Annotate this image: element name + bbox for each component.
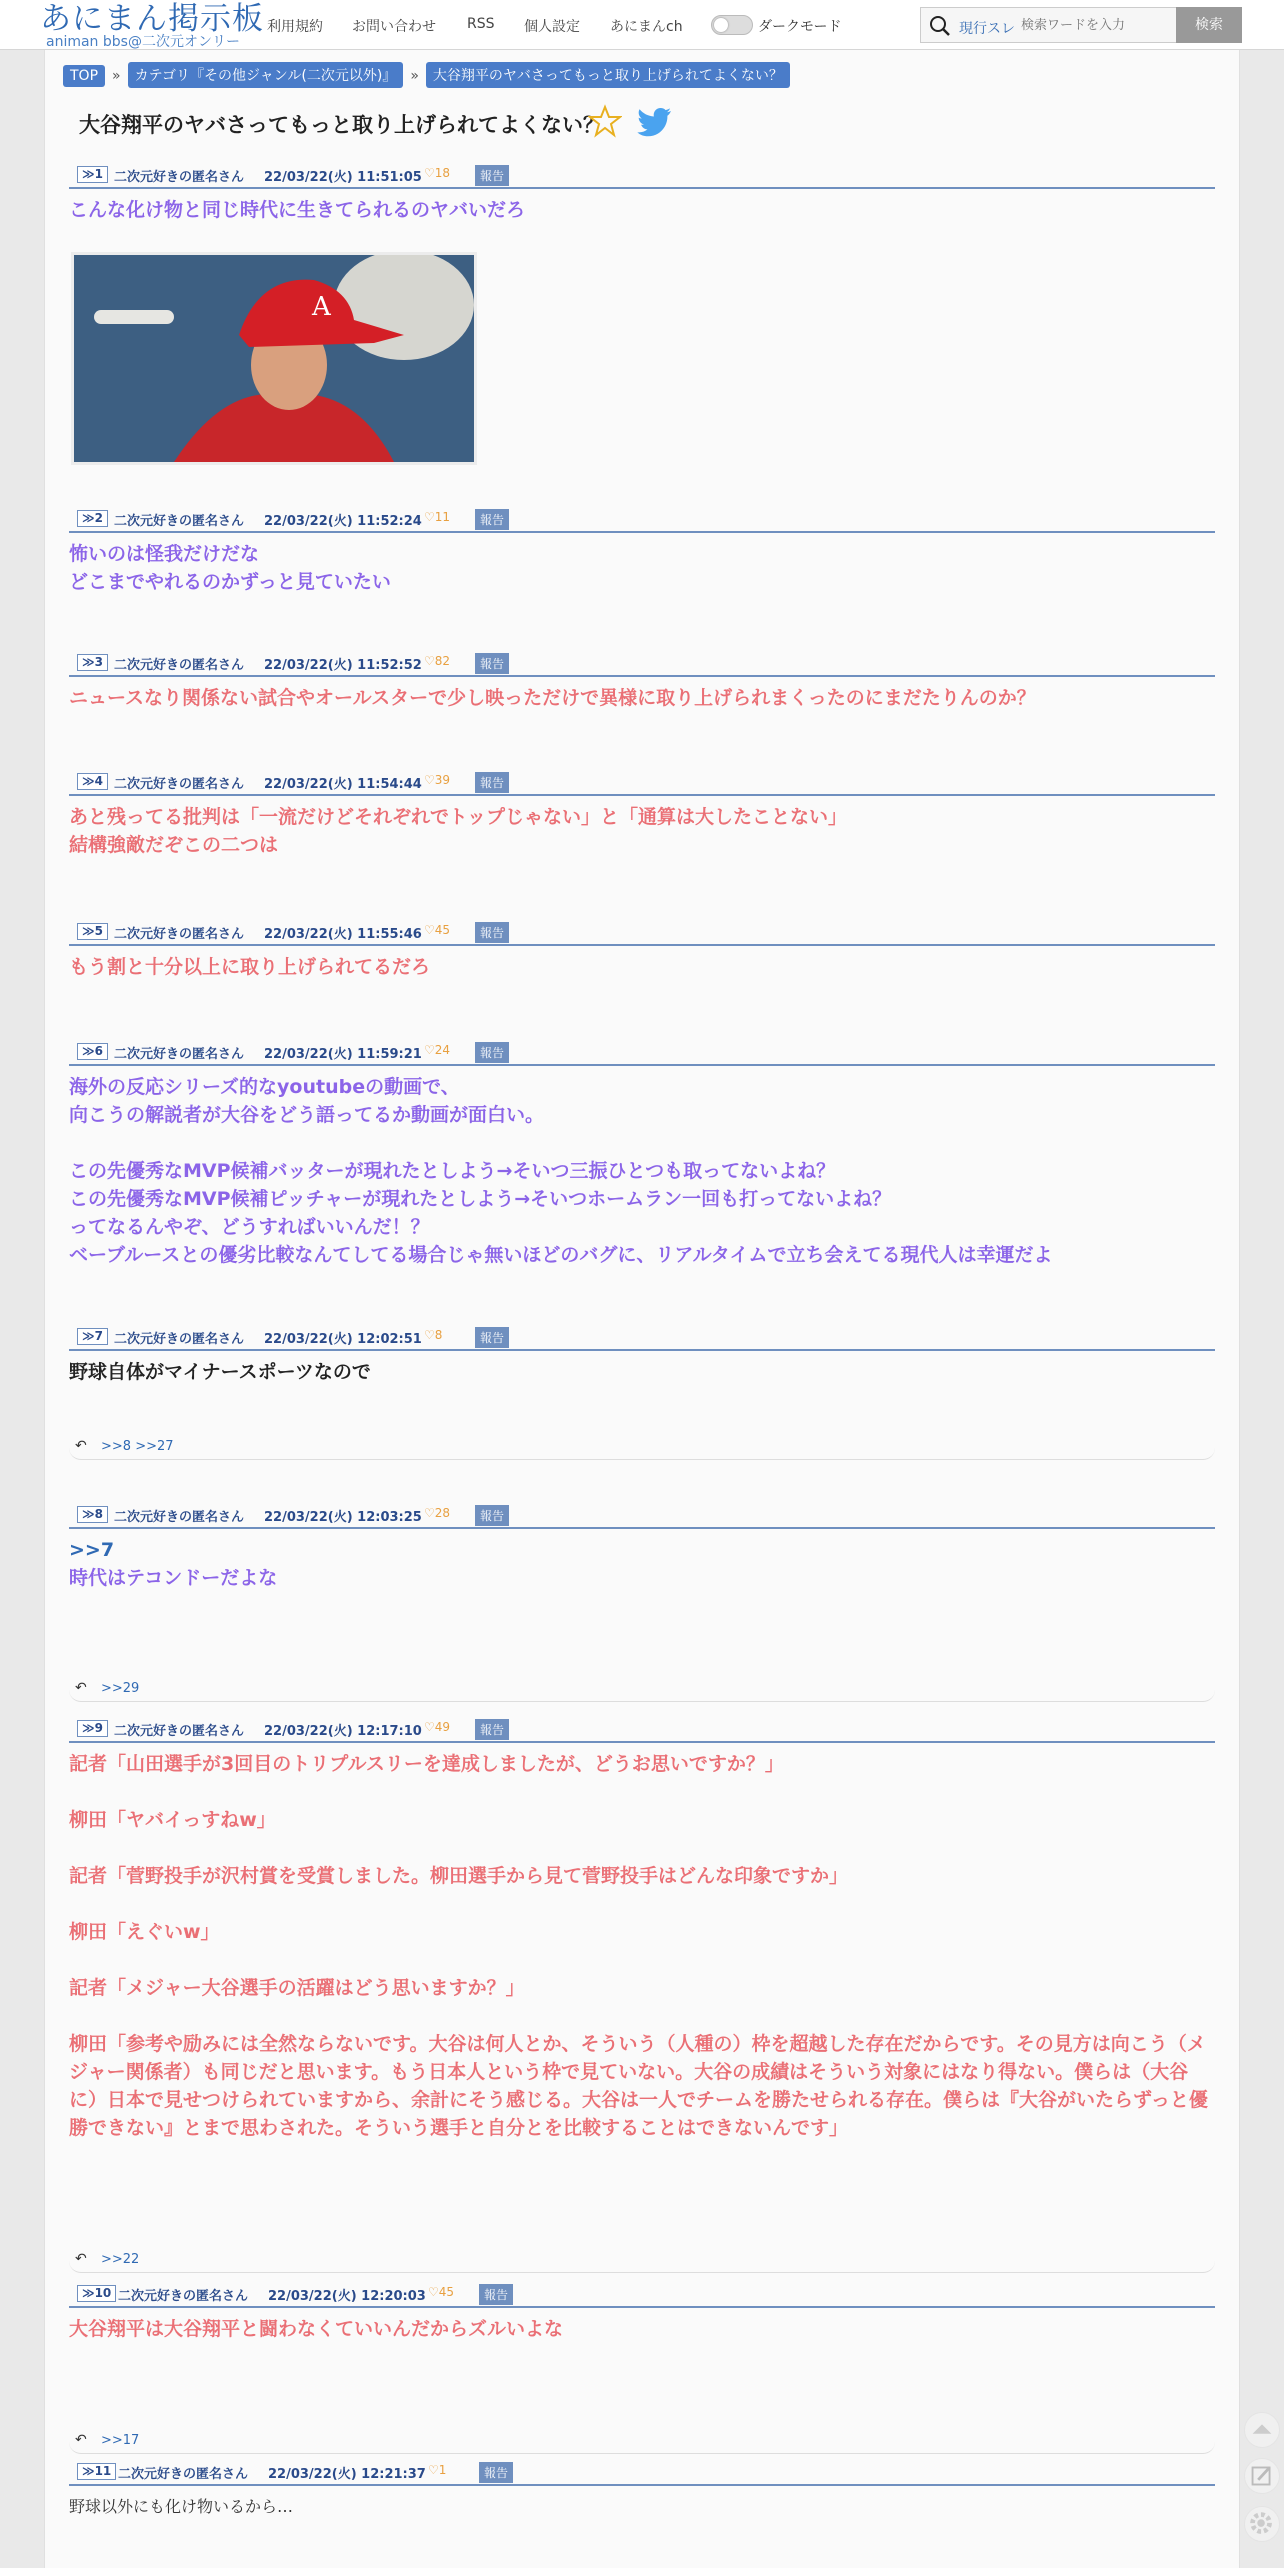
like-button[interactable] — [424, 773, 450, 787]
like-count: 82 — [434, 654, 451, 668]
post-body — [69, 2308, 1215, 2343]
post-number-prefix: ≫ — [82, 167, 95, 181]
post-header — [69, 2460, 1215, 2486]
thread-title: 大谷翔平のヤバさってもっと取り上げられてよくない？ — [79, 113, 604, 137]
reply-bar — [69, 1676, 1215, 1702]
post-number-prefix: ≫ — [82, 1507, 95, 1521]
site-logo[interactable] — [40, 2, 264, 49]
post-text: 大谷翔平は大谷翔平と闘わなくていいんだからズルいよな — [69, 2318, 564, 2340]
report-button[interactable]: 報告 — [479, 2284, 513, 2305]
like-count: 45 — [434, 923, 451, 937]
heart-icon: ♡ — [424, 510, 435, 524]
post-body — [69, 1066, 1215, 1269]
post-date: 22/03/22(火) 12:21:37 — [268, 2467, 426, 2482]
post-body — [69, 677, 1215, 712]
post-author: 二次元好きの匿名さん — [118, 2289, 249, 2304]
report-button[interactable]: 報告 — [475, 1505, 509, 1526]
post-author: 二次元好きの匿名さん — [114, 514, 245, 529]
reply-arrow-icon: ↶ — [75, 1680, 87, 1696]
post-author: 二次元好きの匿名さん — [114, 1332, 245, 1347]
search-input[interactable] — [1021, 12, 1171, 38]
post-header — [69, 2282, 1215, 2308]
post-body — [69, 1743, 1215, 2142]
breadcrumb-category[interactable]: カテゴリ『その他ジャンル(二次元以外)』 — [128, 62, 404, 88]
post-author: 二次元好きの匿名さん — [114, 1510, 245, 1525]
post-number[interactable] — [77, 1506, 108, 1523]
nav-terms[interactable]: 利用規約 — [267, 19, 323, 35]
post-number-value: 6 — [94, 1044, 103, 1058]
nav-settings[interactable]: 個人設定 — [524, 19, 580, 35]
post-number-prefix: ≫ — [82, 1044, 95, 1058]
compose-button[interactable] — [1244, 2458, 1280, 2494]
post-text: もう割と十分以上に取り上げられてるだろ — [69, 956, 431, 978]
post-number-value: 5 — [94, 924, 103, 938]
post-number-value: 7 — [94, 1329, 103, 1343]
reply-bar — [69, 1434, 1215, 1460]
site-header — [0, 0, 1284, 50]
report-button[interactable]: 報告 — [475, 772, 509, 793]
like-count: 49 — [434, 1720, 451, 1734]
like-button[interactable] — [424, 1720, 450, 1734]
report-button[interactable]: 報告 — [475, 165, 509, 186]
heart-icon: ♡ — [424, 1506, 435, 1520]
edit-icon — [1245, 2459, 1279, 2493]
heart-icon: ♡ — [424, 166, 435, 180]
post — [69, 2282, 1215, 2343]
reply-bar — [69, 2247, 1215, 2273]
report-button[interactable]: 報告 — [475, 509, 509, 530]
svg-text:A: A — [312, 292, 331, 322]
reply-links[interactable]: >>17 — [101, 2433, 140, 2448]
post-number[interactable] — [77, 654, 108, 671]
like-count: 11 — [434, 510, 451, 524]
heart-icon: ♡ — [424, 1720, 435, 1734]
post-number-prefix: ≫ — [82, 511, 95, 525]
search-icon — [927, 13, 953, 39]
heart-icon: ♡ — [424, 1043, 435, 1057]
breadcrumb-top[interactable]: TOP — [63, 65, 105, 87]
post-header — [69, 770, 1215, 796]
scroll-top-button[interactable] — [1244, 2412, 1280, 2448]
post — [69, 1503, 1215, 1592]
post-header — [69, 1503, 1215, 1529]
post-number-prefix: ≫ — [82, 655, 95, 669]
post-author: 二次元好きの匿名さん — [114, 170, 245, 185]
like-button[interactable] — [428, 2463, 446, 2477]
post-author: 二次元好きの匿名さん — [114, 1047, 245, 1062]
post-number-prefix: ≫ — [82, 1329, 95, 1343]
post-number[interactable] — [77, 923, 108, 940]
post-number[interactable] — [77, 1720, 108, 1737]
post-number[interactable] — [77, 2463, 116, 2480]
post-author: 二次元好きの匿名さん — [114, 927, 245, 942]
search-box — [920, 7, 1242, 43]
post-number[interactable] — [77, 510, 108, 527]
post-number-value: 1 — [94, 167, 103, 181]
post-header — [69, 163, 1215, 189]
report-button[interactable]: 報告 — [475, 1042, 509, 1063]
post-text: 時代はテコンドーだよな — [69, 1567, 278, 1589]
post-number-value: 2 — [94, 511, 103, 525]
post-number[interactable] — [77, 1328, 108, 1345]
post-date: 22/03/22(火) 11:52:24 — [264, 514, 422, 529]
post-header — [69, 507, 1215, 533]
reply-links[interactable]: >>22 — [101, 2252, 140, 2267]
like-count: 18 — [434, 166, 451, 180]
post-body — [69, 1529, 1215, 1592]
post-number-value: 9 — [94, 1721, 103, 1735]
post — [69, 651, 1215, 712]
post-number-prefix: ≫ — [82, 2464, 95, 2478]
post-number-prefix: ≫ — [82, 2286, 95, 2300]
post-number-value: 11 — [94, 2464, 112, 2478]
search-button[interactable]: 検索 — [1176, 7, 1242, 43]
like-count: 8 — [434, 1328, 443, 1342]
thread-main — [44, 50, 1240, 2568]
heart-icon: ♡ — [424, 923, 435, 937]
dark-mode-label: ダークモード — [758, 19, 842, 35]
post-number-value: 4 — [94, 774, 103, 788]
post-number[interactable] — [77, 166, 108, 183]
post-date: 22/03/22(火) 12:03:25 — [264, 1510, 422, 1525]
like-count: 24 — [434, 1043, 451, 1057]
post — [69, 770, 1215, 859]
like-button[interactable] — [424, 1043, 450, 1057]
post-date: 22/03/22(火) 12:17:10 — [264, 1724, 422, 1739]
post-text: 海外の反応シリーズ的なyoutubeの動画で、 向こうの解説者が大谷をどう語ってるか動画が面白い。 この先優秀なMVP候補バッターが現れたとしよう→そいつ三振ひとつも取ってないよね？ この先優秀なMVP候補ピッチャーが現れたとしよう→そいつホームラン一回も打ってないよね？ ってなるんやぞ、どうすればいいんだ！？ ベーブルースとの優劣比較なんてしてる場合じゃ無いほどのバグに、リアルタイムで立ち会えてる現代人は幸運だよ — [69, 1076, 1053, 1266]
post — [69, 920, 1215, 981]
heart-icon: ♡ — [424, 1328, 435, 1342]
post-number-prefix: ≫ — [82, 924, 95, 938]
post-author: 二次元好きの匿名さん — [118, 2467, 249, 2482]
post-text: ニュースなり関係ない試合やオールスターで少し映っただけで異様に取り上げられまくったのにまだたりんのか？ — [69, 687, 1036, 709]
breadcrumb — [63, 62, 790, 88]
post-body — [69, 796, 1215, 859]
report-button[interactable]: 報告 — [479, 2462, 513, 2483]
gear-icon — [1245, 2507, 1279, 2541]
post-header — [69, 1717, 1215, 1743]
reply-arrow-icon: ↶ — [75, 2251, 87, 2267]
post — [69, 163, 1215, 322]
nav-rss[interactable]: RSS — [467, 16, 495, 32]
post-body — [69, 189, 1215, 224]
like-button[interactable] — [424, 1328, 442, 1342]
post-author: 二次元好きの匿名さん — [114, 1724, 245, 1739]
reply-arrow-icon: ↶ — [75, 1438, 87, 1454]
like-count: 28 — [434, 1506, 451, 1520]
post-body — [69, 1351, 1215, 1386]
report-button[interactable]: 報告 — [475, 922, 509, 943]
post-text: 怖いのは怪我だけだな どこまでやれるのかずっと見ていたい — [69, 543, 391, 593]
like-count: 39 — [434, 773, 451, 787]
breadcrumb-separator: » — [112, 68, 121, 84]
like-button[interactable] — [424, 166, 450, 180]
post-number[interactable] — [77, 773, 108, 790]
heart-icon: ♡ — [428, 2463, 439, 2477]
post-date: 22/03/22(火) 11:54:44 — [264, 777, 422, 792]
post — [69, 1325, 1215, 1386]
post-header — [69, 1040, 1215, 1066]
post-number-value: 8 — [94, 1507, 103, 1521]
post-text: こんな化け物と同じ時代に生きてられるのヤバいだろ — [69, 199, 526, 221]
toggle-knob — [714, 18, 728, 32]
like-count: 1 — [438, 2463, 447, 2477]
reply-anchor-link[interactable]: >>7 — [69, 1539, 115, 1561]
breadcrumb-thread[interactable]: 大谷翔平のヤバさってもっと取り上げられてよくない？ — [426, 62, 790, 88]
player-photo — [74, 255, 474, 462]
post-number-prefix: ≫ — [82, 774, 95, 788]
heart-icon: ♡ — [428, 2285, 439, 2299]
post-date: 22/03/22(火) 12:02:51 — [264, 1332, 422, 1347]
dark-mode-toggle[interactable] — [711, 15, 753, 35]
post-number-value: 3 — [94, 655, 103, 669]
favorite-star-icon[interactable] — [588, 104, 622, 138]
like-button[interactable] — [424, 654, 450, 668]
post-date: 22/03/22(火) 11:59:21 — [264, 1047, 422, 1062]
like-count: 45 — [438, 2285, 455, 2299]
post-image[interactable] — [71, 252, 477, 465]
post-header — [69, 1325, 1215, 1351]
post-header — [69, 651, 1215, 677]
post — [69, 1717, 1215, 2142]
post-body — [69, 946, 1215, 981]
reply-bar — [69, 2428, 1215, 2454]
reply-links[interactable]: >>29 — [101, 1681, 140, 1696]
logo-subtitle[interactable]: animan bbs@二次元オンリー — [46, 34, 240, 50]
post-text: あと残ってる批判は「一流だけどそれぞれでトップじゃない」と「通算は大したことない」 結構強敵だぞこの二つは — [69, 806, 848, 856]
post-number-prefix: ≫ — [82, 1721, 95, 1735]
post-text: 野球自体がマイナースポーツなので — [69, 1361, 371, 1383]
nav-contact[interactable]: お問い合わせ — [352, 19, 436, 35]
search-scope[interactable]: 現行スレ — [959, 21, 1015, 37]
post-number[interactable] — [77, 2285, 116, 2302]
post-header — [69, 920, 1215, 946]
report-button[interactable]: 報告 — [475, 1719, 509, 1740]
like-button[interactable] — [428, 2285, 454, 2299]
post-date: 22/03/22(火) 12:20:03 — [268, 2289, 426, 2304]
report-button[interactable]: 報告 — [475, 1327, 509, 1348]
breadcrumb-separator: » — [410, 68, 419, 84]
nav-animanch[interactable]: あにまんch — [610, 19, 683, 35]
post-author: 二次元好きの匿名さん — [114, 658, 245, 673]
post-author: 二次元好きの匿名さん — [114, 777, 245, 792]
post-number-value: 10 — [94, 2286, 112, 2300]
heart-icon: ♡ — [424, 654, 435, 668]
heart-icon: ♡ — [424, 773, 435, 787]
twitter-icon[interactable] — [637, 106, 673, 138]
post — [69, 507, 1215, 596]
reply-links[interactable]: >>8 >>27 — [101, 1439, 174, 1454]
like-button[interactable] — [424, 510, 450, 524]
post-number[interactable] — [77, 1043, 108, 1060]
post — [69, 1040, 1215, 1269]
arrow-up-icon — [1245, 2413, 1279, 2447]
post-text: 野球以外にも化け物いるから… — [69, 2497, 294, 2516]
logo-title[interactable]: あにまん掲示板 — [40, 1, 264, 37]
like-button[interactable] — [424, 923, 450, 937]
post-text: 記者「山田選手が3回目のトリプルスリーを達成しましたが、どうお思いですか？」 柳田「ヤバイっすねw」 記者「菅野投手が沢村賞を受賞しました。柳田選手から見て菅野投手はどんな印象ですか」 柳田「えぐいw」 記者「メジャー大谷選手の活躍はどう思いますか？」 柳田「参考や励みには全然ならないです。大谷は何人とか、そういう（人種の）枠を超越した存在だからです。その見方は向こう（メジャー関係者）も同じだと思います。もう日本人という枠で見ていない。大谷の成績はそういう対象にはなり得ない。僕らは（大谷に）日本で見せつけられていますから、余計にそう感じる。大谷は一人でチームを勝たせられる存在。僕らは『大谷がいたらずっと優勝できない』とまで思わされた。そういう選手と自分とを比較することはできないんです」 — [69, 1753, 1208, 2139]
post-body — [69, 2486, 1215, 2521]
like-button[interactable] — [424, 1506, 450, 1520]
post-date: 22/03/22(火) 11:52:52 — [264, 658, 422, 673]
reply-arrow-icon: ↶ — [75, 2432, 87, 2448]
post-date: 22/03/22(火) 11:51:05 — [264, 170, 422, 185]
settings-button[interactable] — [1244, 2506, 1280, 2542]
post-body — [69, 533, 1215, 596]
post — [69, 2460, 1215, 2521]
post-date: 22/03/22(火) 11:55:46 — [264, 927, 422, 942]
report-button[interactable]: 報告 — [475, 653, 509, 674]
